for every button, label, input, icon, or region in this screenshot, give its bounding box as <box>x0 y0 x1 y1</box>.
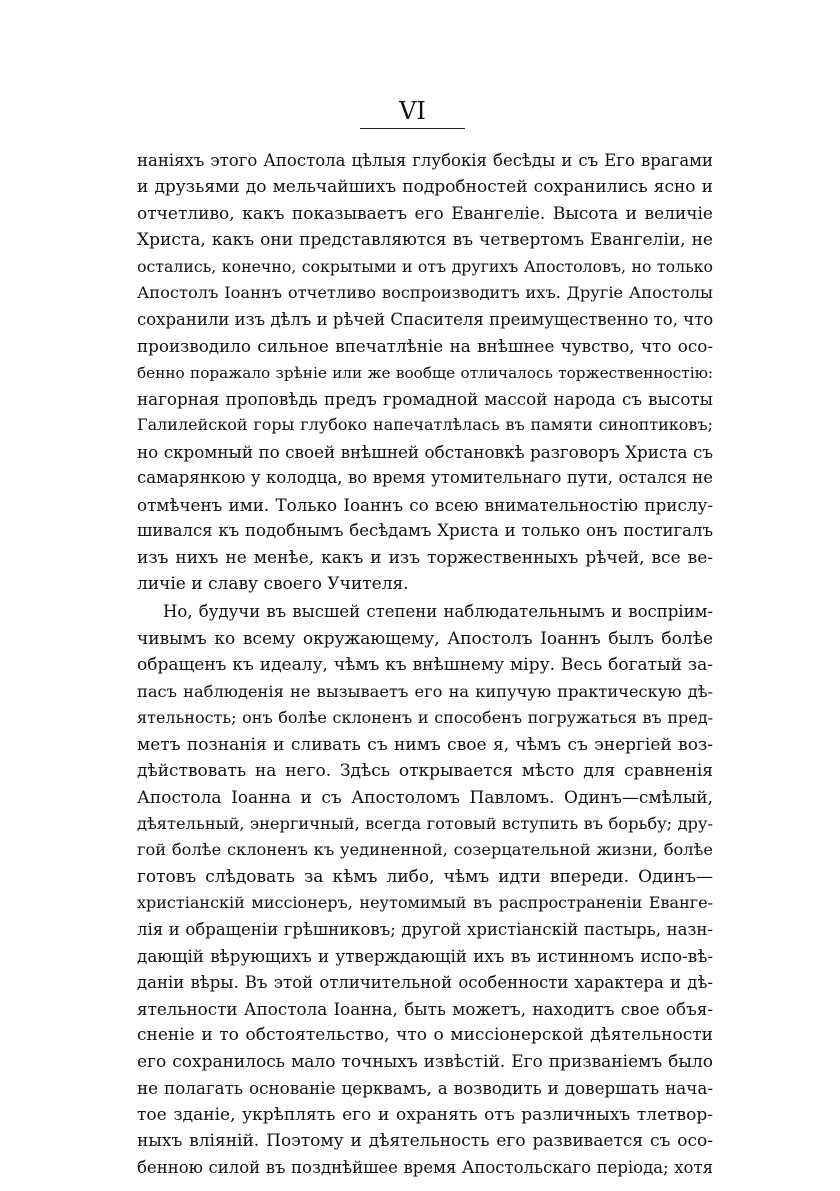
text-line: отмѣченъ ими. Только Іоаннъ со всею внимательностію прислу- <box>137 494 713 515</box>
text-line: дающій вѣрующихъ и утверждающій ихъ въ истинномъ испо-вѣ- <box>137 946 713 967</box>
text-line: нагорная проповѣдь предъ громадной массой народа съ высоты <box>137 388 713 409</box>
text-line: обращенъ къ идеалу, чѣмъ къ внѣшнему міру. Весь богатый за- <box>137 655 713 676</box>
text-line: христіанскій миссіонеръ, неутомимый въ распространеніи Еванге- <box>137 893 713 913</box>
text-line: метъ познанія и сливать съ нимъ свое я, чѣмъ съ энергіей воз- <box>137 734 713 755</box>
page-header <box>360 96 465 129</box>
text-line: дѣйствовать на него. Здѣсь открывается мѣсто для сравненія <box>137 761 713 782</box>
text-line: шивался къ подобнымъ бесѣдамъ Христа и только онъ постигалъ <box>137 521 713 541</box>
text-line: наніяхъ этого Апостола цѣлыя глубокія бесѣды и съ Его врагами <box>137 151 713 170</box>
text-line: Галилейской горы глубоко напечатлѣлась въ памяти синоптиковъ; <box>137 415 713 435</box>
text-line: тое зданіе, укрѣплять его и охранять отъ различныхъ тлетвор- <box>137 1104 713 1125</box>
text-line: сненіе и то обстоятельство, что о миссіонерской дѣятельности <box>137 1025 713 1046</box>
text-line: Апостолъ Іоаннъ отчетливо воспроизводитъ ихъ. Другіе Апостолы <box>137 283 713 303</box>
text-line: изъ нихъ не менѣе, какъ и изъ торжественныхъ рѣчей, все ве- <box>137 547 713 568</box>
text-line: ныхъ вліяній. Поэтому и дѣятельность его развивается съ осо- <box>137 1131 713 1152</box>
text-line: пасъ наблюденія не вызываетъ его на кипучую практическую дѣ- <box>137 681 713 701</box>
text-line: его сохранилось мало точныхъ извѣстій. Его призваніемъ было <box>137 1051 713 1072</box>
text-line: Но, будучи въ высшей степени наблюдательнымъ и воспріим- <box>163 602 713 622</box>
paragraph-2 <box>137 599 713 1181</box>
text-line: не полагать основаніе церквамъ, а возводить и довершать нача- <box>137 1078 713 1099</box>
paragraph-1 <box>137 148 713 597</box>
text-line: производило сильное впечатлѣніе на внѣшнее чувство, что осо- <box>137 336 713 357</box>
text-line: остались, конечно, сокрытыми и отъ другихъ Апостоловъ, но только <box>137 256 713 276</box>
text-line: и друзьями до мельчайшихъ подробностей сохранились ясно и <box>137 177 713 198</box>
body-text <box>137 148 713 1181</box>
text-line: личіе и славу своего Учителя. <box>137 574 409 594</box>
page-number: VI <box>399 97 426 125</box>
text-line: Апостола Іоанна и съ Апостоломъ Павломъ. Одинъ—смѣлый, <box>137 787 713 808</box>
text-line: но скромный по своей внѣшней обстановкѣ разговоръ Христа съ <box>137 441 713 462</box>
text-line: даніи вѣры. Въ этой отличительной особенности характера и дѣ- <box>137 972 713 992</box>
text-line: готовъ слѣдовать за кѣмъ либо, чѣмъ идти впереди. Одинъ— <box>137 866 713 887</box>
text-line: гой болѣе склоненъ къ уединенной, созерцательной жизни, болѣе <box>137 840 713 860</box>
header-rule <box>360 128 465 129</box>
text-line: бенною силой въ позднѣйшее время Апостольскаго періода; хотя <box>137 1157 713 1177</box>
text-line: бенно поражало зрѣніе или же вообще отличалось торжественностію: <box>137 363 713 382</box>
text-line: ятельность; онъ болѣе склоненъ и способенъ погружаться въ пред- <box>137 708 713 728</box>
text-line: Христа, какъ они представляются въ четвертомъ Евангеліи, не <box>137 230 713 251</box>
text-line: отчетливо, какъ показываетъ его Евангеліе. Высота и величіе <box>137 203 713 224</box>
text-line: дѣятельный, энергичный, всегда готовый вступить въ борьбу; дру- <box>137 813 713 833</box>
text-line: ятельности Апостола Іоанна, быть можетъ, находитъ свое объя- <box>137 999 713 1019</box>
text-line: сохранили изъ дѣлъ и рѣчей Спасителя преимущественно то, что <box>137 309 713 329</box>
text-line: лія и обращеніи грѣшниковъ; другой христіанскій пастырь, назн- <box>137 919 713 939</box>
text-line: чивымъ ко всему окружающему, Апостолъ Іоаннъ былъ болѣе <box>137 628 713 649</box>
text-line: самарянкою у колодца, во время утомительнаго пути, остался не <box>137 468 713 488</box>
